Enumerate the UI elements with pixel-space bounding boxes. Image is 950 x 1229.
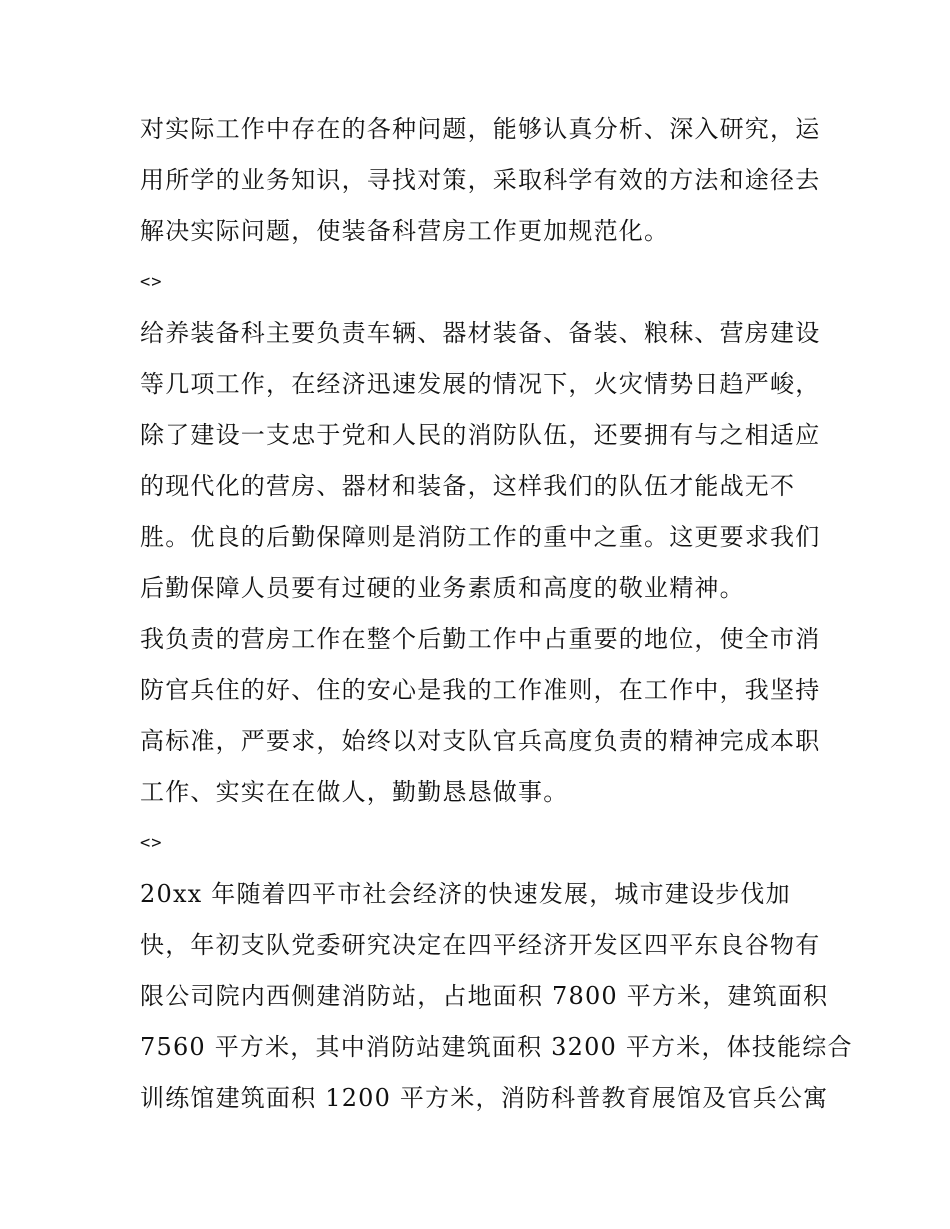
paragraph-line: 除了建设一支忠于党和人民的消防队伍，还要拥有与之相适应 (140, 421, 821, 449)
section-marker: <> (140, 833, 163, 853)
paragraph-equipment-duties (140, 308, 820, 614)
paragraph-barracks-work (140, 614, 820, 818)
paragraph-line: 后勤保障人员要有过硬的业务素质和高度的敬业精神。 (140, 574, 745, 602)
paragraph-line: 的现代化的营房、器材和装备，这样我们的队伍才能战无不 (140, 472, 796, 500)
paragraph-line: 解决实际问题，使装备科营房工作更加规范化。 (140, 217, 670, 245)
paragraph-line: 高标准，严要求，始终以对支队官兵高度负责的精神完成本职 (140, 727, 821, 755)
paragraph-fire-station-construction (140, 869, 853, 1124)
paragraph-line: 防官兵住的好、住的安心是我的工作准则，在工作中，我坚持 (140, 676, 821, 704)
paragraph-line: 限公司院内西侧建消防站，占地面积 7800 平方米，建筑面积 (140, 982, 829, 1010)
paragraph-line: 工作、实实在在做人，勤勤恳恳做事。 (140, 778, 569, 806)
paragraph-line: 等几项工作，在经济迅速发展的情况下，火灾情势日趋严峻， (140, 370, 821, 398)
paragraph-line: 给养装备科主要负责车辆、器材装备、备装、粮秣、营房建设 (140, 319, 821, 347)
paragraph-problem-solving (140, 104, 820, 257)
paragraph-line: 对实际工作中存在的各种问题，能够认真分析、深入研究，运 (140, 115, 821, 143)
paragraph-line: 胜。优良的后勤保障则是消防工作的重中之重。这更要求我们 (140, 523, 821, 551)
paragraph-line: 20xx 年随着四平市社会经济的快速发展，城市建设步伐加 (140, 880, 791, 908)
paragraph-line: 7560 平方米，其中消防站建筑面积 3200 平方米，体技能综合 (140, 1033, 853, 1061)
paragraph-line: 用所学的业务知识，寻找对策，采取科学有效的方法和途径去 (140, 166, 821, 194)
paragraph-line: 训练馆建筑面积 1200 平方米，消防科普教育展馆及官兵公寓 (140, 1084, 829, 1112)
paragraph-line: 我负责的营房工作在整个后勤工作中占重要的地位，使全市消 (140, 625, 821, 653)
paragraph-line: 快，年初支队党委研究决定在四平经济开发区四平东良谷物有 (140, 931, 821, 959)
section-marker: <> (140, 272, 163, 292)
document-body (140, 104, 853, 1124)
